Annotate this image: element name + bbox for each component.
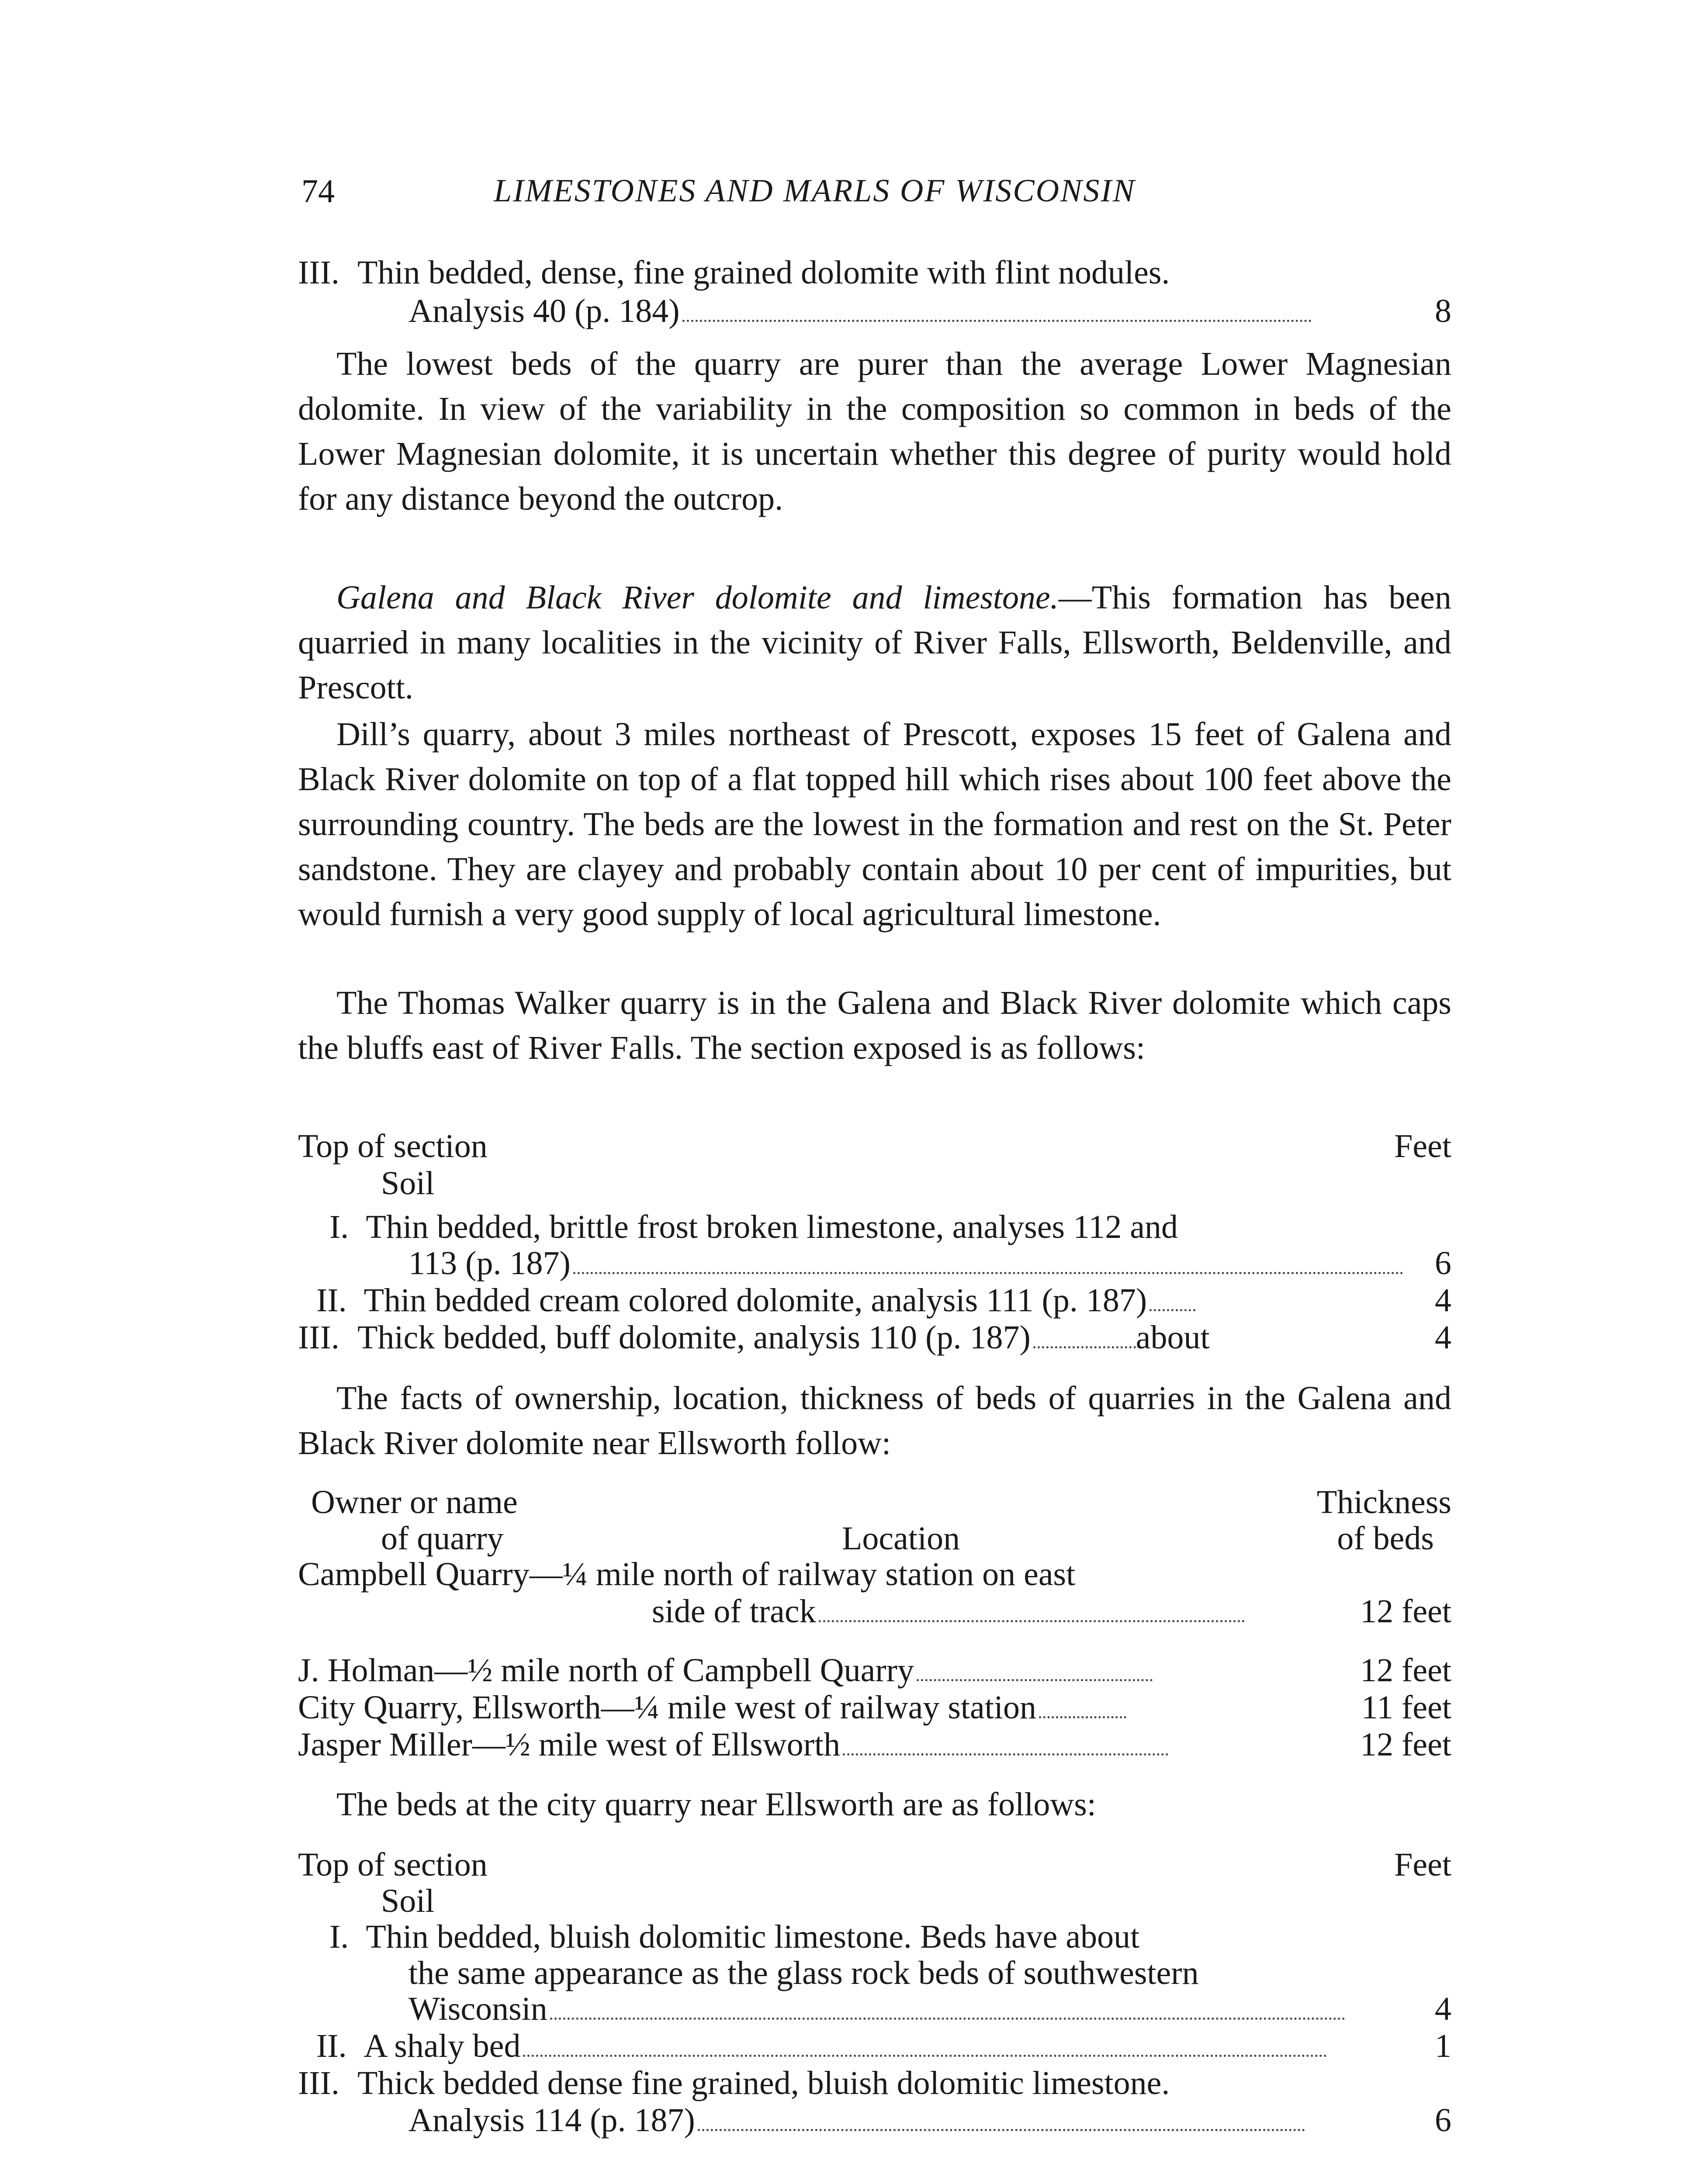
row-value: 6 xyxy=(1435,2102,1451,2139)
soil-row xyxy=(298,1164,1451,1203)
paragraph: Dill’s quarry, about 3 miles northeast of Prescott, exposes 15 feet of Galena and Black River dolomite on top of a flat topped hill which rises about 100 feet above the surrounding country. The beds are the lowest in the formation and rest on the St. Peter sandstone. They are clayey and probably contain about 10 per cent of impurities, but would furnish a very good supply of local agricultural limestone. xyxy=(298,716,1451,933)
paragraph: The beds at the city quarry near Ellsworth are as follows: xyxy=(336,1786,1096,1823)
table-row xyxy=(298,1725,1451,1764)
quarry-table-header xyxy=(298,1483,1451,1521)
row-value: 1 xyxy=(1435,2028,1451,2064)
row-text: the same appearance as the glass rock beds of southwestern xyxy=(409,1955,1199,1991)
dot-leader xyxy=(550,2016,1345,2020)
section-header-row xyxy=(298,1127,1451,1165)
row-value: 4 xyxy=(1435,1990,1451,2027)
quarry-table-header xyxy=(298,1519,1451,1558)
col-location-header: Location xyxy=(842,1520,960,1557)
roman-numeral: II. xyxy=(316,1282,347,1319)
paragraph-text: —This formation has been quarried in many localities in the vicinity of River Falls, Ellsworth, Beldenville, and Prescott. xyxy=(298,579,1451,706)
top-of-section-label: Top of section xyxy=(298,1128,488,1165)
roman-numeral: III. xyxy=(298,1319,339,1356)
section-row xyxy=(298,1918,1451,1956)
section-row xyxy=(298,1208,1451,1246)
paragraph: The lowest beds of the quarry are purer than the average Lower Magnesian dolomite. In view of the variability in the composition so common in beds of the Lower Magnesian dolomite, it is uncertain whether this degree of purity would hold for any distance beyond the outcrop. xyxy=(298,346,1451,517)
section-row xyxy=(298,1281,1451,1320)
section-row xyxy=(298,1318,1451,1357)
dot-leader xyxy=(1033,1344,1136,1348)
section-row-continued xyxy=(298,1990,1451,2028)
section-row xyxy=(298,2064,1451,2102)
dot-leader xyxy=(523,2053,1327,2057)
row-value: 4 xyxy=(1435,1319,1451,1356)
paragraph: The Thomas Walker quarry is in the Galena and Black River dolomite which caps the bluffs east of River Falls. The section exposed is as follows: xyxy=(298,985,1451,1066)
row-value: 4 xyxy=(1435,1282,1451,1319)
row-text: Thin bedded, bluish dolomitic limestone. Beds have about xyxy=(366,1918,1140,1955)
row-text: Thin bedded cream colored dolomite, analysis 111 (p. 187) xyxy=(364,1282,1147,1319)
row-text: Thin bedded, brittle frost broken limestone, analyses 112 and xyxy=(366,1209,1178,1245)
row-text: Jasper Miller—½ mile west of Ellsworth xyxy=(298,1726,841,1763)
table-row xyxy=(298,1555,1451,1593)
section-row-continued xyxy=(298,2101,1451,2139)
section-row xyxy=(298,253,1451,292)
dot-leader xyxy=(698,2127,1305,2131)
dot-leader xyxy=(1039,1714,1126,1718)
row-text: Wisconsin xyxy=(409,1990,547,2027)
page-number: 74 xyxy=(301,173,335,210)
row-value: 6 xyxy=(1435,1245,1451,1282)
page-header xyxy=(301,173,1455,221)
row-text: Campbell Quarry—¼ mile north of railway station on east xyxy=(298,1556,1076,1593)
soil-label: Soil xyxy=(381,1883,435,1919)
section-header-row xyxy=(298,1845,1451,1884)
section-row-continued xyxy=(298,292,1451,330)
dot-leader xyxy=(573,1270,1403,1274)
row-text: Thick bedded, buff dolomite, analysis 110 (p. 187) xyxy=(357,1319,1031,1356)
roman-numeral: III. xyxy=(298,2065,339,2101)
table-row-continued xyxy=(298,1592,1451,1631)
col-owner-header-2: of quarry xyxy=(381,1520,504,1557)
row-text: Analysis 40 (p. 184) xyxy=(409,293,680,329)
section-row-continued xyxy=(298,1954,1451,1992)
roman-numeral: I. xyxy=(329,1918,349,1955)
section-row xyxy=(298,2027,1451,2065)
unit-header: Feet xyxy=(1394,1128,1451,1165)
col-owner-header: Owner or name xyxy=(311,1484,518,1521)
row-text: A shaly bed xyxy=(364,2028,521,2064)
row-value: 12 feet xyxy=(1360,1652,1451,1689)
row-value: 11 feet xyxy=(1361,1689,1451,1726)
unit-header: Feet xyxy=(1394,1846,1451,1883)
dot-leader xyxy=(843,1752,1168,1755)
row-text: side of track xyxy=(652,1593,816,1630)
dot-leader xyxy=(682,318,1312,322)
col-thickness-header-2: of beds xyxy=(1337,1520,1434,1557)
row-value: 8 xyxy=(1435,293,1451,329)
col-thickness-header: Thickness xyxy=(1316,1484,1451,1521)
roman-numeral: I. xyxy=(329,1209,349,1245)
row-text: 113 (p. 187) xyxy=(409,1245,571,1282)
soil-row xyxy=(298,1882,1451,1920)
row-value: 12 feet xyxy=(1360,1726,1451,1763)
dot-leader xyxy=(819,1618,1245,1622)
paragraph: The facts of ownership, location, thickness of beds of quarries in the Galena and Black River dolomite near Ellsworth follow: xyxy=(298,1380,1451,1462)
row-text: Analysis 114 (p. 187) xyxy=(409,2102,695,2139)
section-row-continued xyxy=(298,1244,1451,1282)
roman-numeral: III. xyxy=(298,254,339,291)
soil-label: Soil xyxy=(381,1165,435,1202)
paragraph xyxy=(298,575,1451,710)
dot-leader xyxy=(917,1677,1153,1681)
row-qualifier: about xyxy=(1136,1319,1210,1356)
roman-numeral: II. xyxy=(316,2028,347,2064)
row-text: City Quarry, Ellsworth—¼ mile west of railway station xyxy=(298,1689,1036,1726)
table-row xyxy=(298,1688,1451,1727)
table-row xyxy=(298,1651,1451,1690)
row-value: 12 feet xyxy=(1360,1593,1451,1630)
row-text: Thin bedded, dense, fine grained dolomite with flint nodules. xyxy=(357,254,1170,291)
running-head: LIMESTONES AND MARLS OF WISCONSIN xyxy=(494,173,1136,209)
top-of-section-label: Top of section xyxy=(298,1846,488,1883)
dot-leader xyxy=(1149,1307,1195,1311)
row-text: Thick bedded dense fine grained, bluish dolomitic limestone. xyxy=(357,2065,1170,2101)
row-text: J. Holman—½ mile north of Campbell Quarry xyxy=(298,1652,914,1689)
section-heading: Galena and Black River dolomite and limestone. xyxy=(336,579,1059,616)
